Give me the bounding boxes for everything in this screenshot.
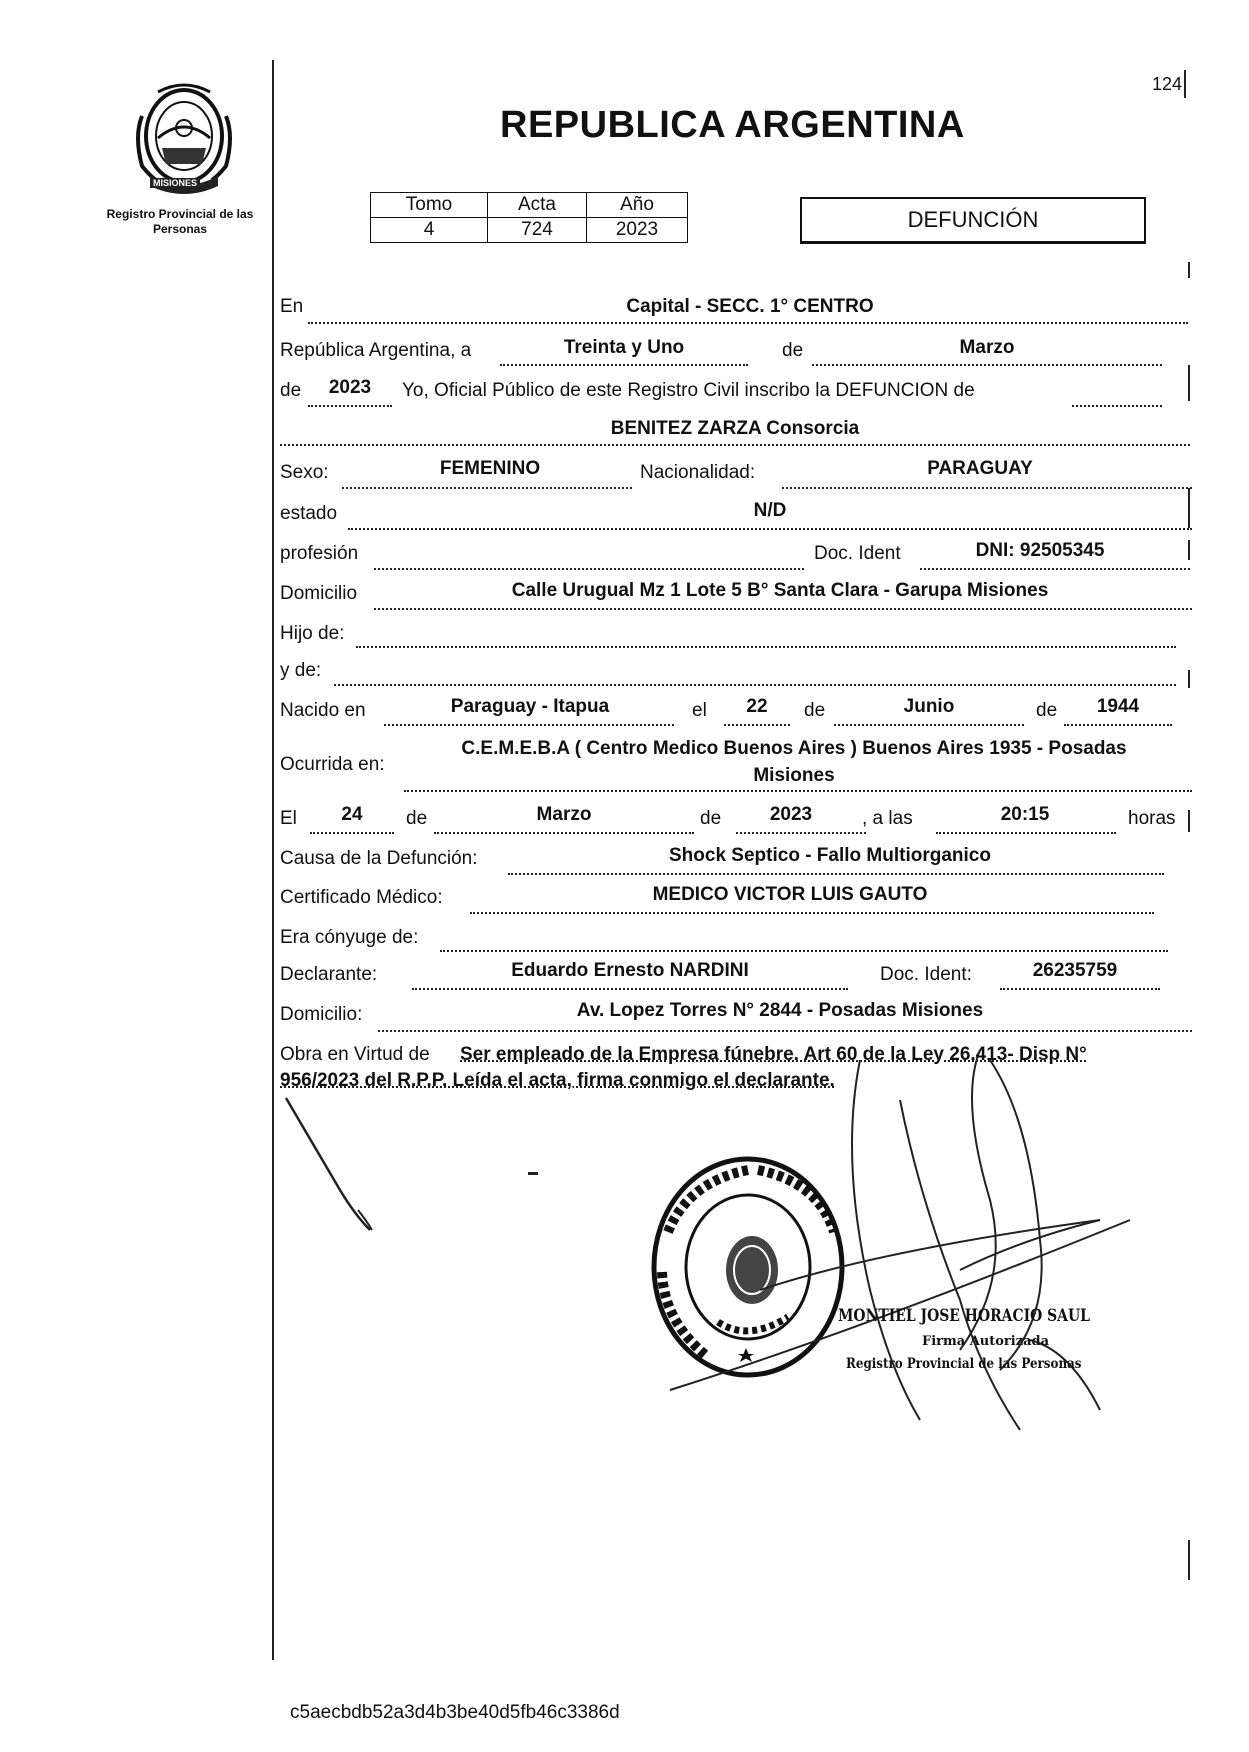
margin-line [272, 60, 274, 1660]
en-label: En [280, 296, 304, 317]
de6-label: de [700, 808, 722, 829]
acta-header-acta: Acta [488, 193, 587, 218]
def-anio-line [736, 832, 866, 834]
document-type-box [800, 197, 1146, 244]
ocurrida-value-line2: Misiones [753, 765, 835, 786]
anio-line [308, 405, 392, 407]
domicilio-value: Calle Urugual Mz 1 Lote 5 B° Santa Clara - Garupa Misiones [511, 580, 1049, 601]
def-dia-value: 24 [341, 804, 363, 825]
estado-line [348, 528, 1192, 530]
mes-value: Marzo [959, 337, 1015, 358]
hijo-label: Hijo de: [280, 623, 345, 644]
estado-label: estado [280, 503, 338, 524]
el-label: el [692, 700, 707, 721]
doc2-value: 26235759 [1032, 960, 1118, 981]
small-mark [528, 1172, 538, 1175]
obra-value-line2: 956/2023 del R.P.P. Leída el acta, firma conmigo el declarante. [280, 1070, 835, 1091]
estado-value: N/D [753, 500, 787, 521]
nac-mes-value: Junio [903, 696, 955, 717]
domicilio2-label: Domicilio: [280, 1004, 363, 1025]
republica-label: República Argentina, a [280, 340, 472, 361]
edge-mark [1188, 488, 1190, 528]
conyuge-line [440, 950, 1168, 952]
profesion-line [374, 568, 804, 570]
edge-mark [1188, 810, 1190, 832]
doc-value: DNI: 92505345 [975, 540, 1105, 561]
registry-name: Registro Provincial de las Personas [106, 207, 254, 236]
page-title: REPUBLICA ARGENTINA [500, 104, 965, 146]
acta-value-acta: 724 [488, 218, 587, 243]
inscribo-text: Yo, Oficial Público de este Registro Civil inscribo la DEFUNCION de [402, 380, 975, 401]
nac-anio-value: 1944 [1096, 696, 1140, 717]
ocurrida-value-line1: C.E.M.E.B.A ( Centro Medico Buenos Aires ) Buenos Aires 1935 - Posadas [461, 738, 1127, 759]
cert-line [470, 912, 1154, 914]
de3-label: de [804, 700, 826, 721]
def-hora-line [936, 832, 1116, 834]
conyuge-label: Era cónyuge de: [280, 927, 419, 948]
dia-value: Treinta y Uno [563, 337, 685, 358]
yde-label: y de: [280, 660, 322, 681]
cert-value: MEDICO VICTOR LUIS GAUTO [652, 884, 928, 905]
alas-label: , a las [862, 808, 913, 829]
de4-label: de [1036, 700, 1058, 721]
def-anio-value: 2023 [769, 804, 813, 825]
obra-label: Obra en Virtud de [280, 1044, 430, 1065]
sexo-value: FEMENINO [439, 458, 541, 479]
nacionalidad-line [782, 487, 1192, 489]
def-dia-line [310, 832, 394, 834]
domicilio-line [374, 608, 1192, 610]
nacionalidad-value: PARAGUAY [927, 458, 1033, 479]
yde-line [334, 684, 1176, 686]
obra-value-line1: Ser empleado de la Empresa fúnebre. Art 60 de la Ley 26.413- Disp N° [460, 1044, 1087, 1065]
nacido-line [384, 724, 674, 726]
domicilio2-value: Av. Lopez Torres N° 2844 - Posadas Misiones [576, 1000, 984, 1021]
anio-value: 2023 [328, 377, 372, 398]
causa-line [508, 873, 1164, 875]
ocurrida-line [404, 790, 1192, 792]
seal-text-bottom: MISIONES [150, 178, 200, 188]
nacido-value: Paraguay - Itapua [450, 696, 610, 717]
page-number: 124 [1152, 74, 1183, 94]
def-mes-line [434, 832, 694, 834]
horas-label: horas [1128, 808, 1176, 829]
signer-name: MONTIEL JOSE HORACIO SAUL [838, 1306, 1090, 1326]
de-label: de [782, 340, 804, 361]
nac-mes-line [834, 724, 1024, 726]
ocurrida-label: Ocurrida en: [280, 754, 385, 775]
nac-anio-line [1064, 724, 1172, 726]
doc2-label: Doc. Ident: [880, 964, 972, 985]
cancellation-stroke [280, 1090, 390, 1240]
de5-label: de [406, 808, 428, 829]
acta-header-anio: Año [587, 193, 688, 218]
profesion-label: profesión [280, 543, 359, 564]
dia-line [500, 364, 748, 366]
cert-label: Certificado Médico: [280, 887, 443, 908]
declarante-value: Eduardo Ernesto NARDINI [511, 960, 749, 981]
signer-role: Firma Autorizada [922, 1334, 1050, 1349]
edge-mark [1188, 365, 1190, 401]
sexo-label: Sexo: [280, 462, 329, 483]
de2-label: de [280, 380, 302, 401]
signer-org: Registro Provincial de las Personas [846, 1356, 1082, 1372]
edge-mark [1188, 262, 1190, 278]
doc-line [920, 568, 1190, 570]
document-type: DEFUNCIÓN [907, 207, 1039, 232]
acta-table [370, 192, 688, 243]
nacionalidad-label: Nacionalidad: [640, 462, 756, 483]
def-hora-value: 20:15 [1000, 804, 1050, 825]
signature-strokes [660, 1040, 1140, 1460]
page-edge-mark [1184, 70, 1186, 98]
causa-label: Causa de la Defunción: [280, 848, 478, 869]
en-line [308, 322, 1188, 324]
edge-mark [1188, 1540, 1190, 1580]
nac-dia-value: 22 [746, 696, 768, 717]
domicilio-label: Domicilio [280, 583, 358, 604]
inscribo-line [1072, 405, 1162, 407]
doc-label: Doc. Ident [814, 543, 901, 564]
domicilio2-line [378, 1030, 1192, 1032]
footer-hash: c5aecbdb52a3d4b3be40d5fb46c3386d [290, 1702, 620, 1723]
en-value: Capital - SECC. 1° CENTRO [626, 296, 874, 317]
declarante-line [412, 988, 848, 990]
def-mes-value: Marzo [536, 804, 592, 825]
acta-value-anio: 2023 [587, 218, 688, 243]
doc2-line [1000, 988, 1160, 990]
nac-dia-line [724, 724, 790, 726]
declarante-label: Declarante: [280, 964, 378, 985]
acta-value-tomo: 4 [371, 218, 488, 243]
acta-header-tomo: Tomo [371, 193, 488, 218]
nombre-line [280, 444, 1190, 446]
edge-mark [1188, 670, 1190, 688]
sexo-line [342, 487, 632, 489]
hijo-line [356, 646, 1176, 648]
mes-line [812, 364, 1162, 366]
causa-value: Shock Septico - Fallo Multiorganico [669, 845, 991, 866]
nombre-value: BENITEZ ZARZA Consorcia [610, 418, 860, 439]
nacido-label: Nacido en [280, 700, 366, 721]
El-label: El [280, 808, 297, 829]
edge-mark [1188, 540, 1190, 560]
